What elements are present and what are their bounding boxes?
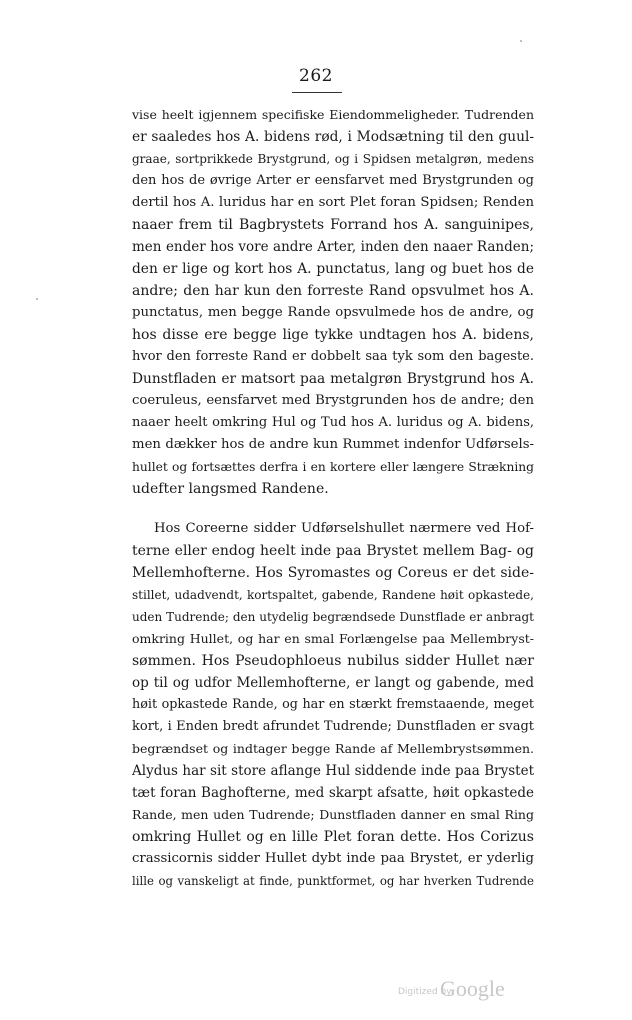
text-line: Hos Coreerne sidder Udførselshullet nærmere ved Hof- bbox=[154, 521, 534, 536]
scan-speck bbox=[36, 298, 38, 300]
text-line: hullet og fortsættes derfra i en kortere eller længere Strækning bbox=[132, 460, 534, 474]
text-line: op til og udfor Mellemhofterne, er langt og gabende, med bbox=[132, 675, 534, 691]
text-line: vise heelt igjennem specifiske Eiendommeligheder. Tudrenden bbox=[132, 107, 534, 122]
text-line: naaer frem til Bagbrystets Forrand hos A. sanguinipes, bbox=[132, 217, 534, 233]
text-line: hos disse ere begge lige tykke undtagen hos A. bidens, bbox=[132, 327, 534, 343]
watermark-brand: Google bbox=[440, 976, 505, 1001]
text-line: høit opkastede Rande, og har en stærkt fremstaaende, meget bbox=[132, 697, 534, 712]
text-line: uden Tudrende; den utydelig begrændsede Dunstflade er anbragt bbox=[132, 610, 534, 624]
text-line: Rande, men uden Tudrende; Dunstfladen danner en smal Ring bbox=[132, 807, 534, 822]
text-line: begrændset og indtager begge Rande af Mellembrystsømmen. bbox=[132, 741, 534, 756]
page-number: 262 bbox=[299, 66, 333, 86]
text-line: terne eller endog heelt inde paa Brystet mellem Bag- og bbox=[132, 543, 534, 559]
text-line: crassicornis sidder Hullet dybt inde paa Brystet, er yderlig bbox=[132, 851, 534, 866]
text-line: dertil hos A. luridus har en sort Plet foran Spidsen; Renden bbox=[132, 195, 534, 210]
text-line: men dækker hos de andre kun Rummet indenfor Udførsels- bbox=[132, 437, 534, 452]
text-line: punctatus, men begge Rande opsvulmede hos de andre, og bbox=[132, 305, 534, 320]
scan-speck bbox=[520, 40, 522, 42]
digitized-watermark bbox=[398, 976, 538, 1006]
watermark-prefix: Digitized by bbox=[398, 987, 452, 997]
text-line: Mellemhofterne. Hos Syromastes og Coreus er det side- bbox=[132, 565, 534, 581]
text-line: coeruleus, eensfarvet med Brystgrunden hos de andre; den bbox=[132, 393, 534, 408]
text-line: kort, i Enden bredt afrundet Tudrende; Dunstfladen er svagt bbox=[132, 719, 534, 734]
text-line: den er lige og kort hos A. punctatus, lang og buet hos de bbox=[132, 261, 534, 277]
text-line: graae, sortprikkede Brystgrund, og i Spidsen metalgrøn, medens bbox=[132, 152, 534, 166]
text-line: udefter langsmed Randene. bbox=[132, 481, 329, 497]
text-line: naaer heelt omkring Hul og Tud hos A. luridus og A. bidens, bbox=[132, 415, 534, 430]
text-line: omkring Hullet og en lille Plet foran dette. Hos Corizus bbox=[132, 829, 534, 845]
text-line: Alydus har sit store aflange Hul siddende inde paa Brystet bbox=[132, 763, 534, 779]
text-line: den hos de øvrige Arter er eensfarvet med Brystgrunden og bbox=[132, 173, 534, 188]
text-line: hvor den forreste Rand er dobbelt saa tyk som den bageste. bbox=[132, 349, 534, 364]
text-line: andre; den har kun den forreste Rand opsvulmet hos A. bbox=[132, 283, 534, 299]
text-line: omkring Hullet, og har en smal Forlængelse paa Mellembryst- bbox=[132, 631, 534, 646]
text-line: men ender hos vore andre Arter, inden den naaer Randen; bbox=[132, 239, 534, 255]
paragraph-1 bbox=[132, 104, 534, 500]
paragraph-2 bbox=[132, 518, 534, 892]
page-number-underline bbox=[292, 92, 342, 93]
text-line: er saaledes hos A. bidens rød, i Modsætning til den guul- bbox=[132, 129, 534, 145]
text-line: tæt foran Baghofterne, med skarpt afsatte, høit opkastede bbox=[132, 785, 534, 801]
text-line: Dunstfladen er matsort paa metalgrøn Brystgrund hos A. bbox=[132, 371, 534, 387]
text-line: sømmen. Hos Pseudophloeus nubilus sidder Hullet nær bbox=[132, 653, 534, 669]
text-line: lille og vanskeligt at finde, punktformet, og har hverken Tudrende bbox=[132, 874, 534, 888]
text-line: stillet, udadvendt, kortspaltet, gabende, Randene høit opkastede, bbox=[132, 588, 534, 602]
